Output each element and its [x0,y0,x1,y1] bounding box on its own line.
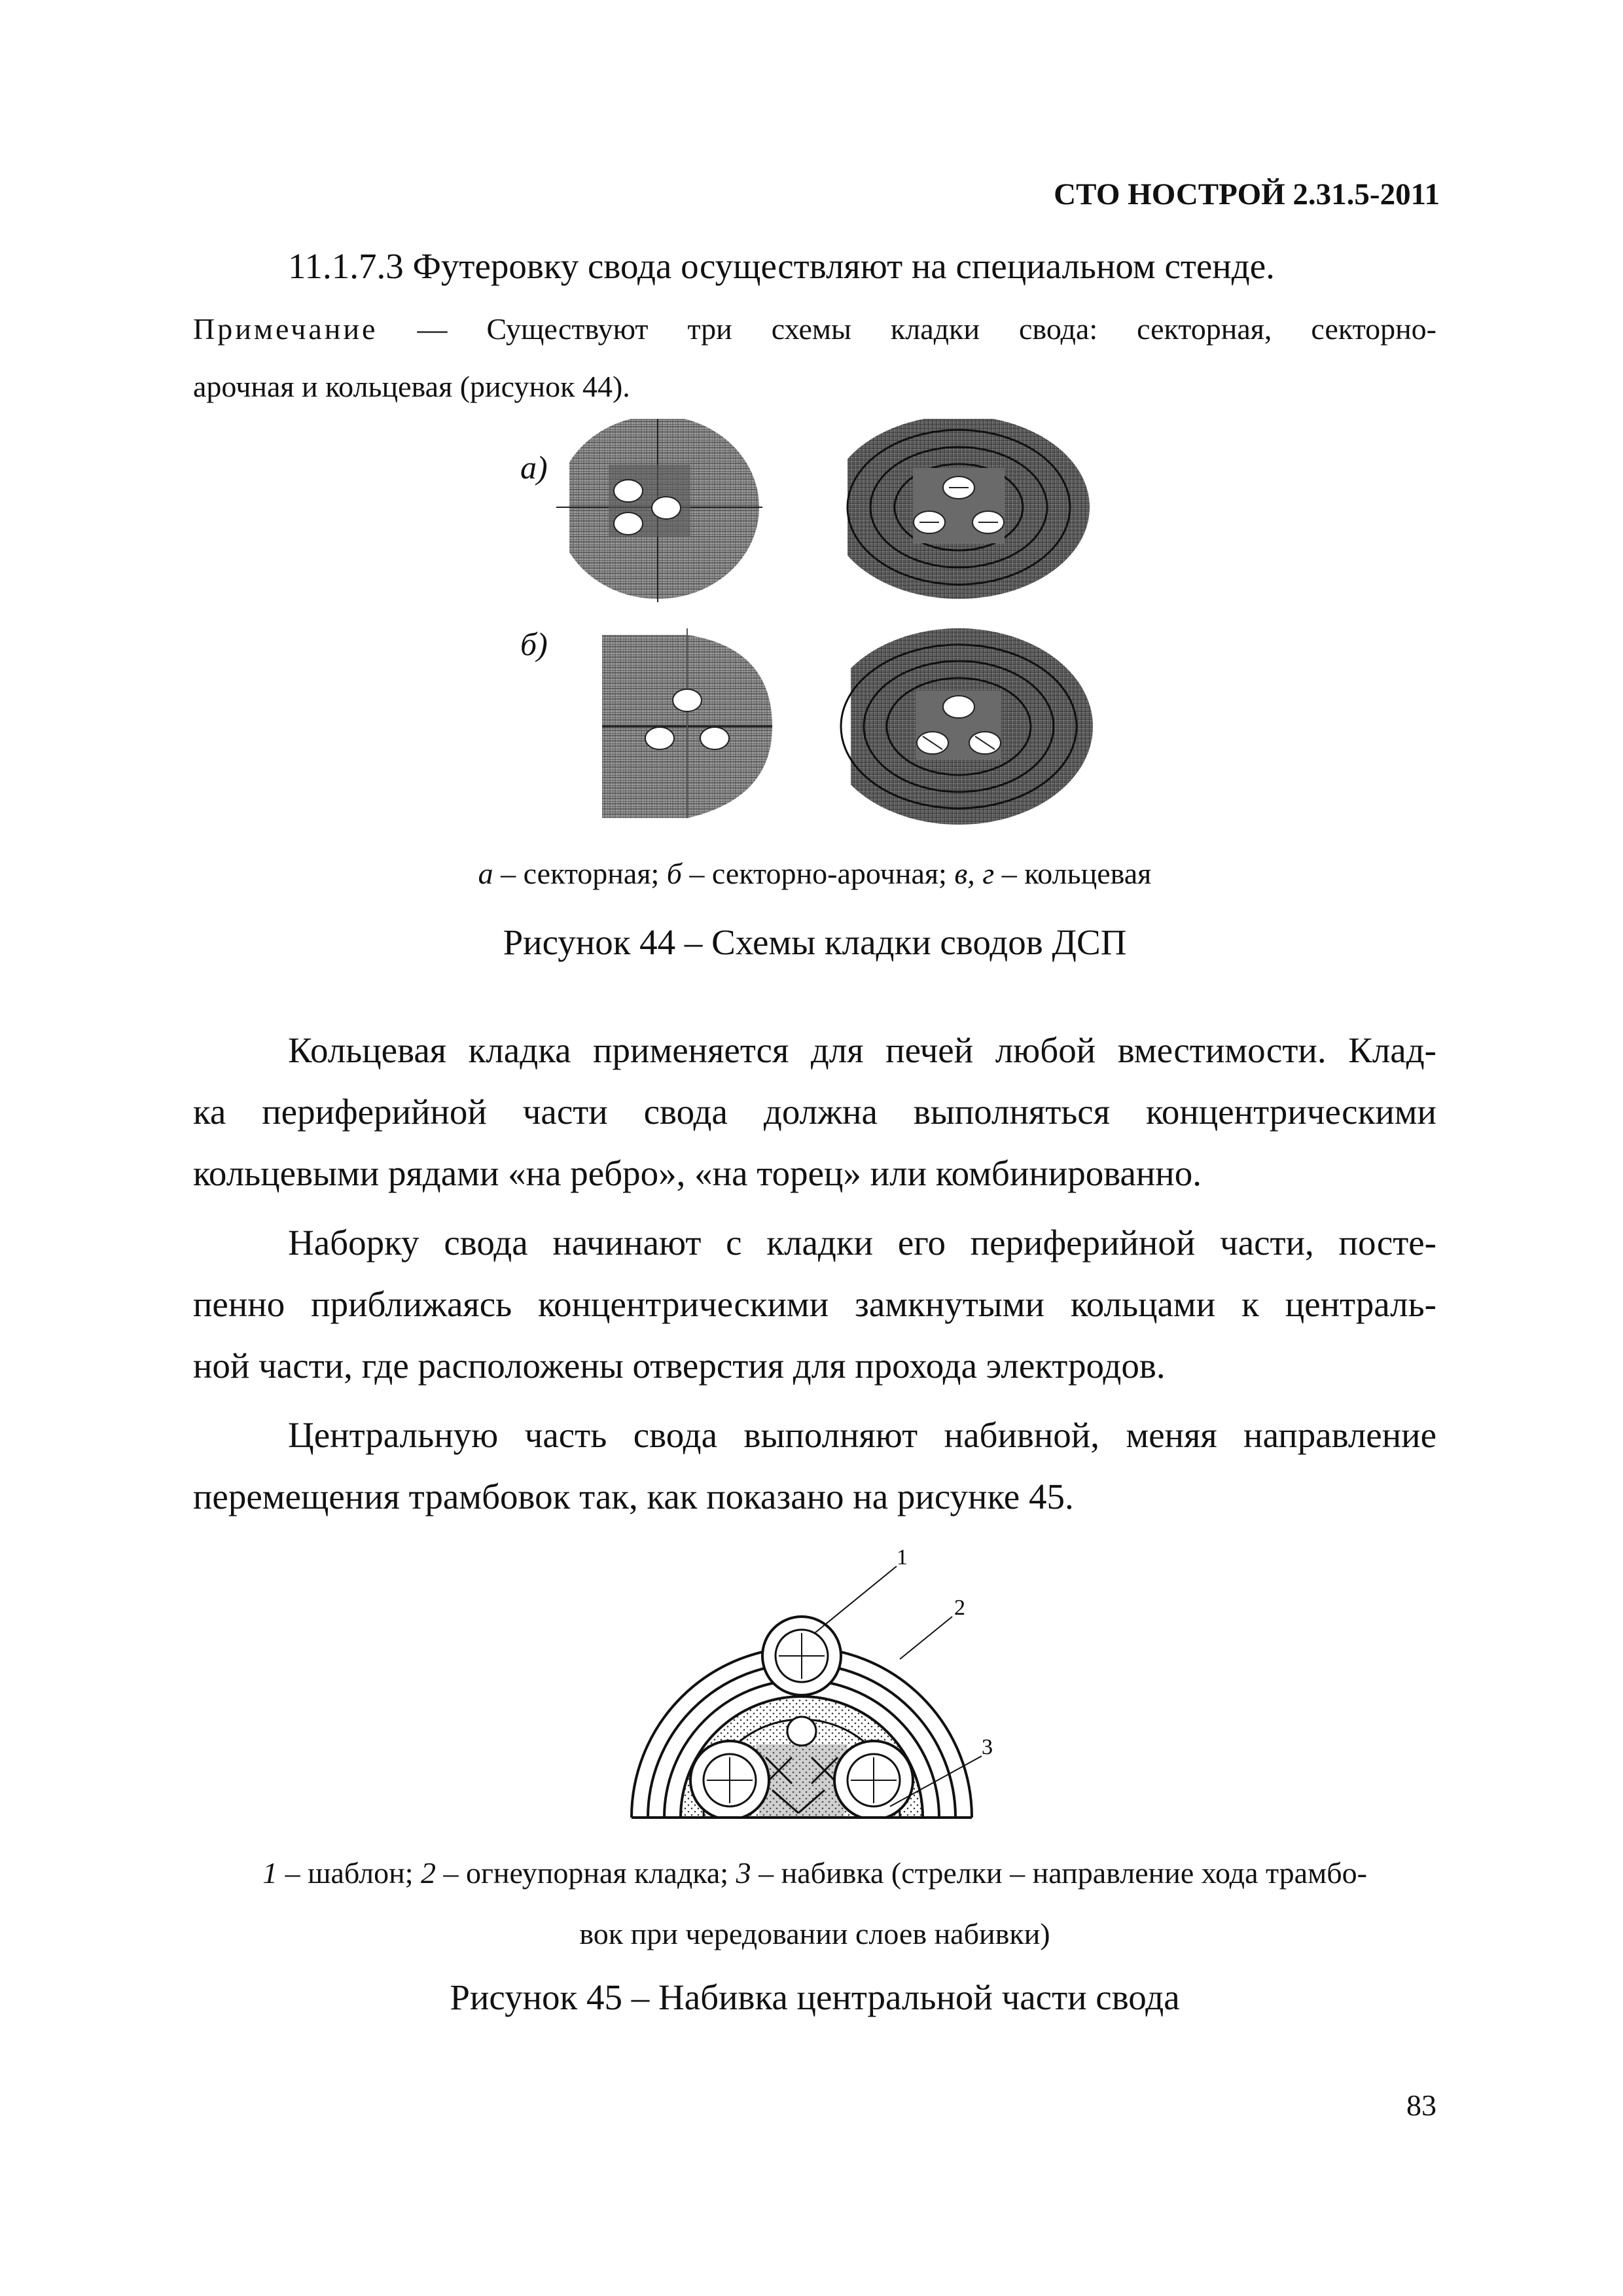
figure44-label-b: б) [520,626,548,662]
document-code-header: СТО НОСТРОЙ 2.31.5-2011 [1054,177,1440,211]
note-text-line-1: — Существуют три схемы кладки свода: секторная, секторно- [417,312,1437,346]
caption-text-2: – огнеупорная кладка; [436,1856,736,1890]
caption-number-2: 2 [421,1856,437,1890]
figure44-panel-g [815,628,1093,825]
figure44-caption [193,856,1436,891]
paragraph2-line3: ной части, где расположены отверстия для прохода электродов. [193,1346,1166,1386]
figure45-callout-1: 1 [897,1548,908,1570]
caption-text-1: – шаблон; [277,1856,421,1890]
note-line-1 [193,306,1436,352]
figure45-caption-line2: вок при чередовании слоев набивки) [579,1917,1050,1950]
figure45-callout-3: 3 [982,1735,993,1759]
figure44-panel-b [602,628,772,818]
note-text-line-2: арочная и кольцевая (рисунок 44). [193,370,630,403]
caption-letter-b: б [666,857,682,890]
paragraph2-line2: пенно приближаясь концентрическими замкнутыми кольцами к централь- [193,1284,1436,1324]
caption-letters-vg: в, г [954,857,995,890]
caption-number-1: 1 [262,1856,278,1890]
caption-letter-a: а [478,857,493,890]
caption-text-b: – секторно-арочная; [681,857,955,890]
caption-text-3: – набивка (стрелки – направление хода трамбо- [751,1856,1367,1890]
paragraph2-line1: Наборку свода начинают с кладки его периферийной части, посте- [288,1223,1436,1263]
figure44-label-a: а) [520,449,548,486]
paragraph1-line2: ка периферийной части свода должна выполняться концентрическими [193,1092,1436,1132]
paragraph3-line1: Центральную часть свода выполняют набивной, меняя направление [288,1415,1436,1455]
figure45-central-ramming [628,1548,995,1836]
paragraph1-line1: Кольцевая кладка применяется для печей любой вместимости. Клад- [288,1030,1436,1070]
page-number: 83 [1406,2089,1436,2122]
section-11-1-7-3: 11.1.7.3 Футеровку свода осуществляют на специальном стенде. [288,246,1275,286]
caption-number-3: 3 [736,1856,751,1890]
figure44-panel-v [815,419,1090,602]
note-label: Примечание [193,312,378,346]
paragraph3-line2: перемещения трамбовок так, как показано на рисунке 45. [193,1477,1074,1516]
caption-text-a: – секторная; [493,857,667,890]
figure44-title: Рисунок 44 – Схемы кладки сводов ДСП [503,922,1127,962]
caption-text-vg: – кольцевая [994,857,1152,890]
figure44-panel-a [556,419,762,602]
figure45-title: Рисунок 45 – Набивка центральной части свода [450,1977,1180,2017]
figure45-callout-2: 2 [954,1596,965,1620]
figure45-caption-line1 [193,1856,1436,1890]
figure44-vault-schemes [550,419,1099,825]
paragraph1-line3: кольцевыми рядами «на ребро», «на торец» или комбинированно. [193,1153,1202,1193]
